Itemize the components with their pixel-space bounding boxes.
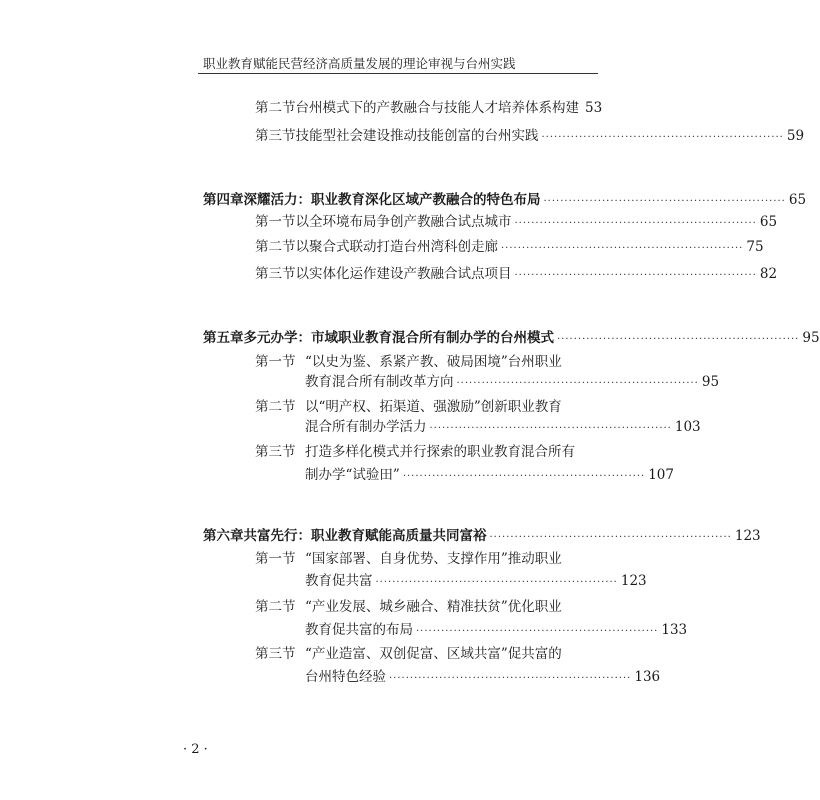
section-label: 第三节 (255, 444, 296, 460)
toc-chapter[interactable] (203, 329, 820, 349)
toc-entry-continuation[interactable] (305, 373, 720, 393)
section-title-continued: 教育混合所有制改革方向 (305, 374, 454, 390)
page-ref: 107 (648, 467, 674, 483)
toc-entry[interactable] (255, 550, 599, 568)
page-ref: 75 (746, 239, 764, 255)
toc-entry[interactable] (255, 265, 778, 285)
toc-entry[interactable] (255, 398, 599, 416)
running-header: 职业教育赋能民营经济高质量发展的理论审视与台州实践 (203, 56, 516, 71)
leader-dots: ·························································· (375, 577, 618, 588)
section-title: “国家部署、自身优势、支撑作用”推动职业 (305, 551, 562, 567)
section-label: 第一节 (255, 354, 296, 370)
leader-dots: ·························································· (557, 334, 800, 345)
toc-entry-continuation[interactable] (305, 466, 674, 486)
section-title-continued: 台州特色经验 (305, 669, 386, 685)
section-title: “产业造富、双创促富、区域共富”促共富的 (305, 646, 562, 662)
leader-dots: ·························································· (514, 218, 757, 229)
toc-entry[interactable] (255, 645, 599, 663)
leader-dots: ·························································· (456, 378, 699, 389)
section-label: 第一节 (255, 551, 296, 567)
page-ref: 59 (786, 128, 805, 144)
chapter-label: 第四章 (203, 192, 244, 208)
chapter-title: 深耀活力：职业教育深化区域产教融合的特色布局 (243, 192, 541, 208)
section-title: “产业发展、城乡融合、精准扶贫”优化职业 (305, 599, 562, 615)
section-title: 以实体化运作建设产教融合试点项目 (295, 266, 512, 282)
toc-entry-continuation[interactable] (305, 418, 701, 438)
page-number: · 2 · (183, 742, 208, 757)
toc-entry[interactable] (255, 598, 599, 616)
chapter-label: 第五章 (203, 330, 244, 346)
leader-dots: ·························································· (501, 243, 744, 254)
section-title: 以全环境布局争创产教融合试点城市 (295, 214, 512, 230)
toc-chapter[interactable] (203, 191, 807, 211)
section-label: 第二节 (255, 100, 296, 116)
toc-entry[interactable] (255, 127, 805, 147)
section-label: 第一节 (255, 214, 296, 230)
page-ref: 123 (620, 573, 647, 589)
toc-entry[interactable] (255, 353, 599, 371)
toc-entry[interactable] (255, 213, 778, 233)
leader-dots: ·························································· (514, 270, 757, 281)
page-ref: 123 (734, 528, 761, 544)
section-label: 第三节 (255, 266, 296, 282)
leader-dots: ·························································· (416, 626, 659, 637)
section-title: “以史为鉴、系紧产教、破局困境”台州职业 (305, 354, 562, 370)
section-label: 第二节 (255, 399, 296, 415)
toc-entry-continuation[interactable] (305, 668, 661, 688)
toc-entry[interactable] (255, 443, 599, 461)
section-title: 以“明产权、拓渠道、强激励”创新职业教育 (305, 399, 562, 415)
section-label: 第三节 (255, 646, 296, 662)
page-ref: 133 (661, 622, 688, 638)
section-title: 台州模式下的产教融合与技能人才培养体系构建 (295, 100, 579, 116)
header-rule (198, 73, 598, 74)
toc-entry[interactable] (255, 238, 764, 258)
toc-entry-continuation[interactable] (305, 572, 647, 592)
page-ref: 95 (701, 374, 720, 390)
section-title-continued: 混合所有制办学活力 (305, 419, 427, 435)
leader-dots: ·························································· (541, 132, 784, 143)
section-label: 第二节 (255, 599, 296, 615)
leader-dots: ·························································· (429, 423, 672, 434)
leader-dots: ·························································· (402, 471, 646, 482)
leader-dots: ·························································· (543, 196, 786, 207)
section-label: 第二节 (255, 239, 296, 255)
section-title: 技能型社会建设推动技能创富的台州实践 (295, 128, 539, 144)
section-title-continued: 教育促共富的布局 (305, 622, 413, 638)
toc-entry[interactable] (255, 99, 603, 119)
page-ref: 103 (674, 419, 701, 435)
section-title: 打造多样化模式并行探索的职业教育混合所有 (305, 444, 575, 460)
section-title-continued: 教育促共富 (305, 573, 373, 589)
chapter-label: 第六章 (203, 528, 244, 544)
page-ref: 65 (788, 192, 807, 208)
section-label: 第三节 (255, 128, 296, 144)
page-ref: 136 (634, 669, 661, 685)
toc-entry-continuation[interactable] (305, 621, 688, 641)
page-ref: 53 (585, 100, 603, 116)
section-title-continued: 制办学“试验田” (305, 467, 400, 483)
page-ref: 82 (759, 266, 778, 282)
chapter-title: 多元办学：市域职业教育混合所有制办学的台州模式 (243, 330, 554, 346)
page-ref: 95 (802, 330, 820, 346)
leader-dots: ·························································· (489, 532, 732, 543)
toc-chapter[interactable] (203, 527, 761, 547)
chapter-title: 共富先行：职业教育赋能高质量共同富裕 (243, 528, 487, 544)
section-title: 以聚合式联动打造台州湾科创走廊 (295, 239, 498, 255)
leader-dots: ·························································· (389, 673, 632, 684)
page-ref: 65 (759, 214, 778, 230)
